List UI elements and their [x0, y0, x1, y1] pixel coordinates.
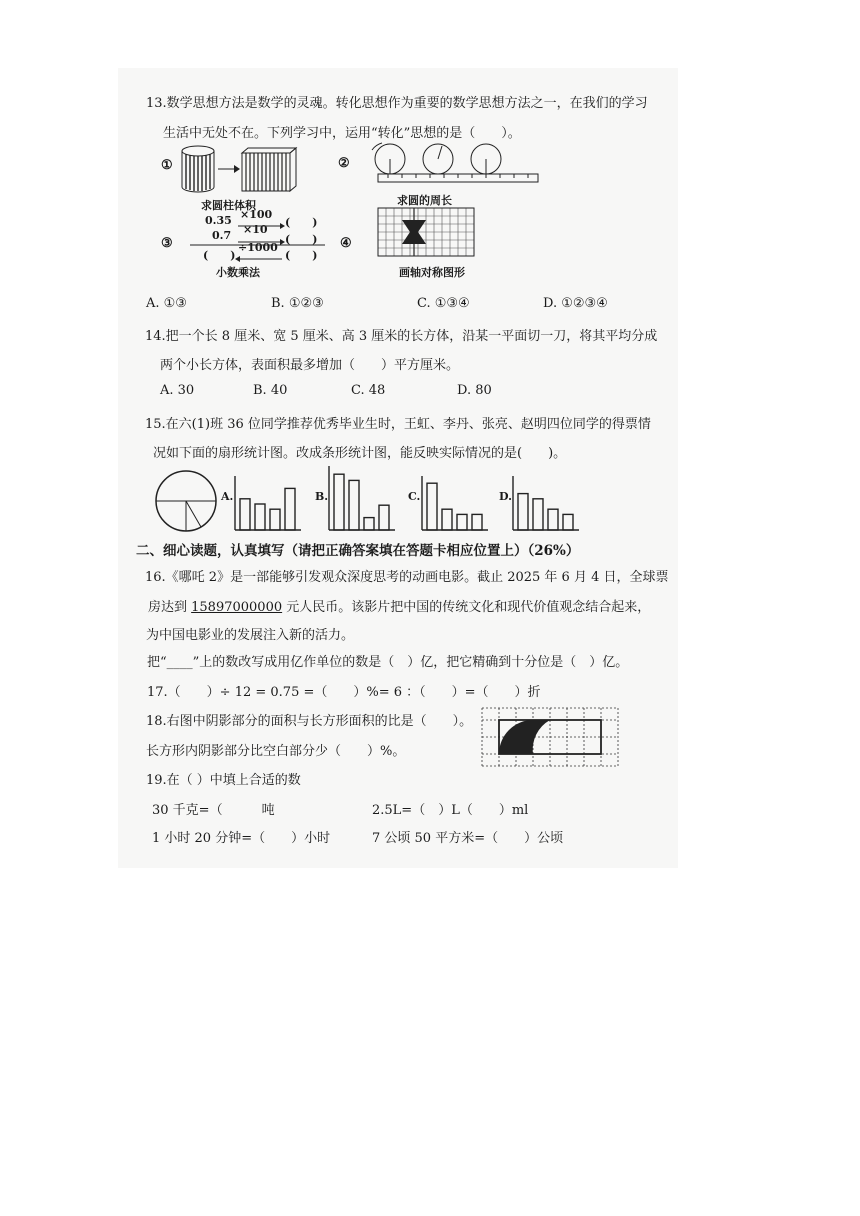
q18-line1: 18.右图中阴影部分的面积与长方形面积的比是（ ）。	[146, 714, 473, 729]
q13-option-b: B. ①②③	[271, 296, 324, 311]
q13-line2: 生活中无处不在。下列学习中，运用“转化”思想的是（ ）。	[163, 126, 521, 141]
q16-line1: 16.《哪吒 2》是一部能够引发观众深度思考的动画电影。截止 2025 年 6 月 4 日，全球票	[145, 570, 669, 585]
bar-d-3	[548, 509, 558, 530]
q14-option-c: C. 48	[351, 383, 386, 398]
q19-item4: 7 公顷 50 平方米=（ ）公顷	[372, 831, 564, 846]
cylinder-to-cuboid-figure	[180, 145, 300, 195]
q19-line1: 19.在（ ）中填上合适的数	[146, 773, 301, 788]
bar-a-1	[240, 499, 250, 530]
q17-line1: 17.（ ）÷ 12 = 0.75 =（ ）%= 6 ：（ ）=（ ）折	[147, 685, 541, 700]
pie-slice-divider-3	[186, 501, 201, 527]
fig3-r2-right: ( )	[285, 233, 318, 246]
q13-option-d: D. ①②③④	[543, 296, 608, 311]
q19-item2: 2.5L=（ ）L（ ）ml	[372, 803, 529, 818]
fig2-caption: 求圆的周长	[397, 194, 452, 207]
symmetry-grid-figure	[378, 208, 478, 260]
q18-line2: 长方形内阴影部分比空白部分少（ ）%。	[146, 744, 406, 759]
q19-item1: 30 千克=（ 吨	[152, 803, 275, 818]
q14-line2: 两个小长方体，表面积最多增加（ ）平方厘米。	[160, 358, 460, 373]
fig3-r1-op: ×100	[240, 208, 273, 221]
bar-b-1	[334, 474, 344, 530]
q15-line2: 况如下面的扇形统计图。改成条形统计图，能反映实际情况的是( )。	[153, 446, 567, 461]
bar-chart-a	[233, 476, 303, 532]
bar-chart-c-label: C.	[408, 490, 421, 503]
section-2-heading: 二、细心读题，认真填写（请把正确答案填在答题卡相应位置上）（26%）	[136, 543, 580, 559]
fig3-r2-left: 0.7	[212, 229, 232, 242]
fig3-r1-left: 0.35	[205, 214, 232, 227]
fig3-caption: 小数乘法	[216, 266, 260, 279]
fig4-caption: 画轴对称图形	[399, 266, 465, 279]
fig1-mark: ①	[161, 158, 173, 173]
q15-line1: 15.在六(1)班 36 位同学推荐优秀毕业生时，王虹、李丹、张亮、赵明四位同学的得票情	[145, 417, 651, 432]
q19-item3: 1 小时 20 分钟=（ ）小时	[152, 831, 331, 846]
fig3-r3-op: ÷1000	[238, 241, 278, 254]
bar-chart-d-label: D.	[499, 490, 512, 503]
bar-chart-a-label: A.	[221, 490, 234, 503]
pie-chart	[155, 470, 219, 534]
bar-a-2	[255, 504, 265, 530]
bar-d-4	[563, 514, 573, 530]
fig2-mark: ②	[338, 156, 350, 171]
q16-line4: 把“____”上的数改写成用亿作单位的数是（ ）亿，把它精确到十分位是（ ）亿。	[147, 655, 629, 670]
fig3-r2-op: ×10	[243, 223, 268, 236]
fig3-r3-right: ( )	[285, 249, 318, 262]
q14-option-a: A. 30	[160, 383, 195, 398]
bar-chart-b-label: B.	[315, 490, 329, 503]
q16-line2	[148, 596, 650, 615]
fig3-arrows	[180, 220, 335, 260]
bar-c-3	[457, 514, 467, 530]
fig3-r1-right: ( )	[285, 216, 318, 229]
bar-d-2	[533, 499, 543, 530]
q13-option-c: C. ①③④	[417, 296, 470, 311]
bar-chart-d	[511, 476, 581, 532]
q13-line1: 13.数学思想方法是数学的灵魂。转化思想作为重要的数学思想方法之一，在我们的学习	[146, 96, 648, 111]
bar-c-2	[442, 509, 452, 530]
fig3-r3-left: ( )	[203, 249, 236, 262]
bar-a-4	[285, 488, 295, 530]
q16-box-office-number: 15897000000	[191, 600, 283, 615]
q13-option-a: A. ①③	[146, 296, 187, 311]
bar-c-4	[472, 514, 482, 530]
bar-b-2	[349, 480, 359, 530]
bar-d-1	[518, 494, 528, 530]
bar-a-3	[270, 509, 280, 530]
q14-option-b: B. 40	[253, 383, 288, 398]
q14-line1: 14.把一个长 8 厘米、宽 5 厘米、高 3 厘米的长方体，沿某一平面切一刀，将其平均分成	[145, 329, 658, 344]
fig3-mark: ③	[161, 236, 173, 251]
q16-line2-pre: 房达到	[148, 600, 192, 615]
fig1-caption: 求圆柱体积	[201, 199, 256, 212]
bar-c-1	[427, 483, 437, 530]
q14-option-d: D. 80	[457, 383, 492, 398]
bar-b-3	[364, 518, 374, 530]
bar-b-4	[379, 505, 389, 530]
bar-chart-c	[420, 476, 490, 532]
fig4-mark: ④	[340, 236, 352, 251]
q16-line2-post: 元人民币。该影片把中国的传统文化和现代价值观念结合起来，	[282, 600, 651, 615]
q16-line3: 为中国电影业的发展注入新的活力。	[146, 628, 355, 643]
rolling-circle-ruler-figure	[368, 140, 543, 190]
shaded-area-grid-figure	[482, 708, 632, 770]
bar-chart-b	[327, 466, 397, 532]
